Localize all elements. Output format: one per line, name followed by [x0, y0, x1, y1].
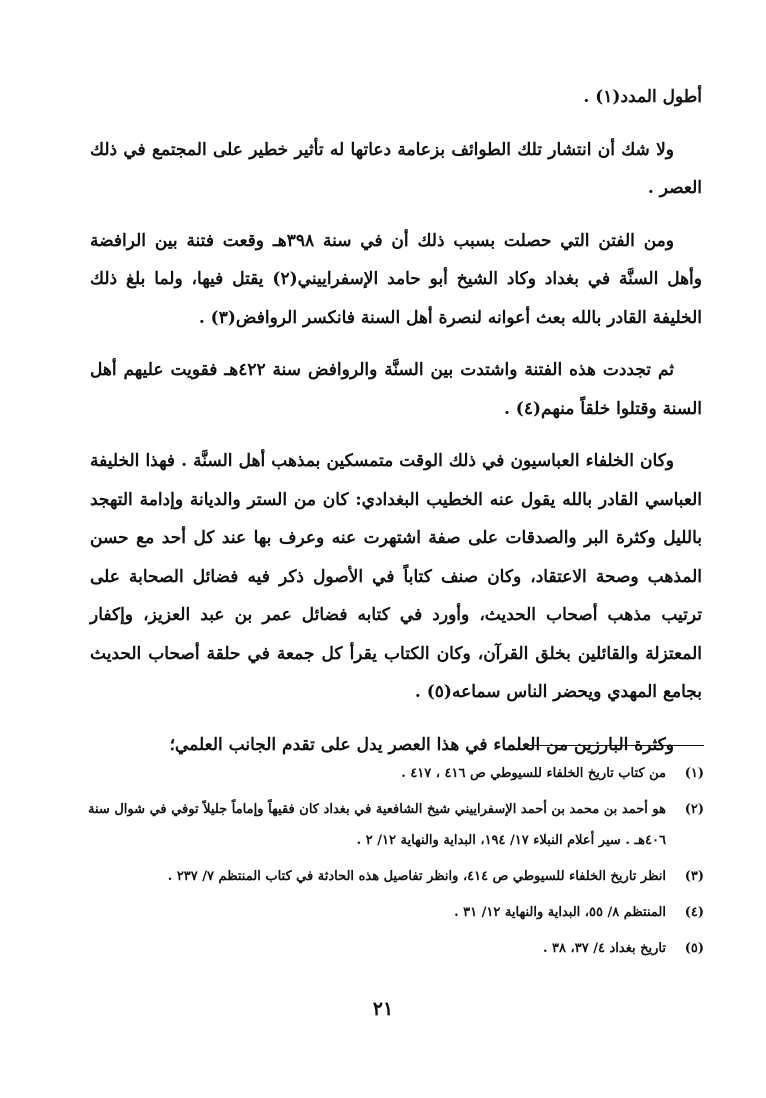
footnote-text: من كتاب تاريخ الخلفاء للسيوطي ص ٤١٦ ، ٤١٧ . — [401, 766, 666, 781]
main-text — [90, 78, 702, 778]
footnote-4 — [88, 897, 704, 928]
footnote-number: (٢) — [684, 802, 704, 817]
footnote-number: (١) — [684, 766, 704, 781]
footnote-1 — [88, 758, 704, 789]
page-number: ٢١ — [372, 998, 394, 1020]
paragraph-5: وكان الخلفاء العباسيون في ذلك الوقت متمسكين بمذهب أهل السنَّة . فهذا الخليفة العباسي القادر بالله يقول عنه الخطيب البغدادي: كان من الستر والديانة وإدامة التهجد بالليل وكثرة البر والصدقات على صفة اشتهرت عنه وعرف بها عند كل أحد مع حسن المذهب وصحة الاعتقاد، وكان صنف كتاباً في الأصول ذكر فيه فضائل الصحابة على ترتيب مذهب أصحاب الحديث، وأورد في كتابه فضائل عمر بن عبد العزيز، وإكفار المعتزلة والقائلين بخلق القرآن، وكان الكتاب يقرأ كل جمعة في حلقة أصحاب الحديث بجامع المهدي ويحضر الناس سماعه(٥) . — [90, 451, 702, 702]
footnote-text: انظر تاريخ الخلفاء للسيوطي ص ٤١٤، وانظر تفاصيل هذه الحادثة في كتاب المنتظم ٧/ ٢٣٧ . — [167, 869, 666, 884]
footnote-3 — [88, 861, 704, 892]
paragraph-6: وكثرة البارزين من العلماء في هذا العصر يدل على تقدم الجانب العلمي؛ — [169, 734, 674, 755]
footnote-5 — [88, 933, 704, 964]
footnote-number: (٣) — [684, 869, 704, 884]
footnote-number: (٤) — [684, 905, 704, 920]
footnote-text: المنتظم ٨/ ٥٥، البداية والنهاية ١٢/ ٣١ . — [454, 905, 666, 920]
paragraph-1: أطول المدد(١) . — [583, 87, 702, 107]
footnote-number: (٥) — [684, 941, 704, 956]
footnotes — [88, 758, 704, 969]
footnote-separator — [527, 745, 704, 746]
footnote-text: تاريخ بغداد ٤/ ٣٧، ٣٨ . — [542, 941, 666, 956]
footnote-text: هو أحمد بن محمد بن أحمد الإسفراييني شيخ الشافعية في بغداد كان فقيهاً وإماماً جليلاً توفي في شوال سنة ٤٠٦هـ . سير أعلام النبلاء ١٧/ ١٩٤، البداية والنهاية ١٢/ ٢ . — [88, 802, 666, 848]
footnote-2 — [88, 794, 704, 856]
paragraph-2: ولا شك أن انتشار تلك الطوائف بزعامة دعاتها له تأثير خطير على المجتمع في ذلك العصر . — [90, 139, 702, 198]
paragraph-4: ثم تجددت هذه الفتنة واشتدت بين السنَّة والروافض سنة ٤٢٢هـ فقويت عليهم أهل السنة وقتلوا خلقاً منهم(٤) . — [90, 360, 702, 419]
paragraph-3: ومن الفتن التي حصلت بسبب ذلك أن في سنة ٣٩٨هـ وقعت فتنة بين الرافضة وأهل السنَّة في بغداد وكاد الشيخ أبو حامد الإسفراييني(٢) يقتل فيها، ولما بلغ ذلك الخليفة القادر بالله بعث أعوانه لنصرة أهل السنة فانكسر الروافض(٣) . — [90, 230, 702, 328]
